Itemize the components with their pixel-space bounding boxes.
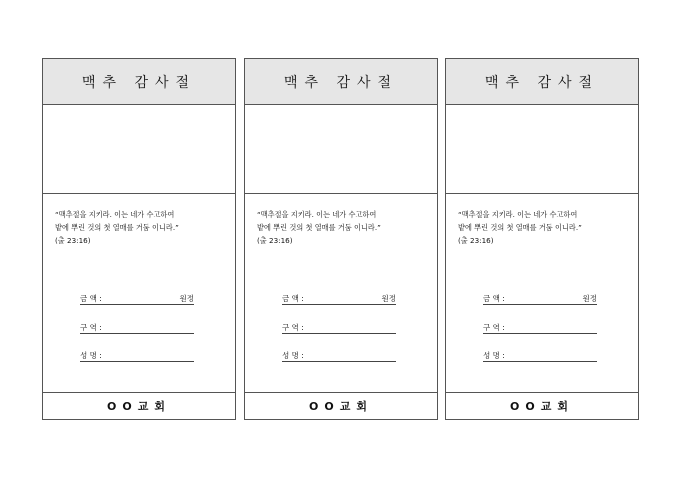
amount-suffix: 원정 bbox=[179, 294, 194, 303]
envelope-header bbox=[446, 59, 638, 105]
amount-suffix: 원정 bbox=[582, 294, 597, 303]
amount-label: 금 액 : bbox=[282, 294, 304, 303]
name-label: 성 명 : bbox=[80, 351, 102, 360]
district-label: 구 역 : bbox=[483, 323, 505, 332]
church-name: OO교회 bbox=[309, 400, 373, 413]
district-field[interactable] bbox=[80, 322, 194, 334]
envelope-header bbox=[245, 59, 437, 105]
envelope-title: 맥추 감사절 bbox=[81, 74, 197, 91]
blank-area bbox=[446, 105, 638, 194]
district-field[interactable] bbox=[282, 322, 396, 334]
amount-suffix: 원정 bbox=[381, 294, 396, 303]
amount-field[interactable] bbox=[282, 293, 396, 305]
offering-envelope-1 bbox=[42, 58, 236, 420]
name-field[interactable] bbox=[282, 350, 396, 362]
amount-field[interactable] bbox=[80, 293, 194, 305]
district-label: 구 역 : bbox=[282, 323, 304, 332]
blank-area bbox=[245, 105, 437, 194]
name-field[interactable] bbox=[483, 350, 597, 362]
scripture-verse: “맥추절을 지키라. 이는 네가 수고하여 밭에 뿌린 것의 첫 열매를 거둠 이니라.” (출 23:16) bbox=[257, 210, 381, 245]
amount-field[interactable] bbox=[483, 293, 597, 305]
amount-label: 금 액 : bbox=[80, 294, 102, 303]
envelope-title: 맥추 감사절 bbox=[484, 74, 600, 91]
offering-envelope-2 bbox=[244, 58, 438, 420]
district-field[interactable] bbox=[483, 322, 597, 334]
amount-label: 금 액 : bbox=[483, 294, 505, 303]
scripture-verse: “맥추절을 지키라. 이는 네가 수고하여 밭에 뿌린 것의 첫 열매를 거둠 이니라.” (출 23:16) bbox=[458, 210, 582, 245]
offering-envelope-3 bbox=[445, 58, 639, 420]
name-label: 성 명 : bbox=[282, 351, 304, 360]
envelope-header bbox=[43, 59, 235, 105]
envelope-footer bbox=[43, 392, 235, 419]
district-label: 구 역 : bbox=[80, 323, 102, 332]
name-field[interactable] bbox=[80, 350, 194, 362]
blank-area bbox=[43, 105, 235, 194]
name-label: 성 명 : bbox=[483, 351, 505, 360]
envelope-footer bbox=[446, 392, 638, 419]
envelope-title: 맥추 감사절 bbox=[283, 74, 399, 91]
scripture-verse: “맥추절을 지키라. 이는 네가 수고하여 밭에 뿌린 것의 첫 열매를 거둠 이니라.” (출 23:16) bbox=[55, 210, 179, 245]
church-name: OO교회 bbox=[107, 400, 171, 413]
church-name: OO교회 bbox=[510, 400, 574, 413]
envelope-footer bbox=[245, 392, 437, 419]
